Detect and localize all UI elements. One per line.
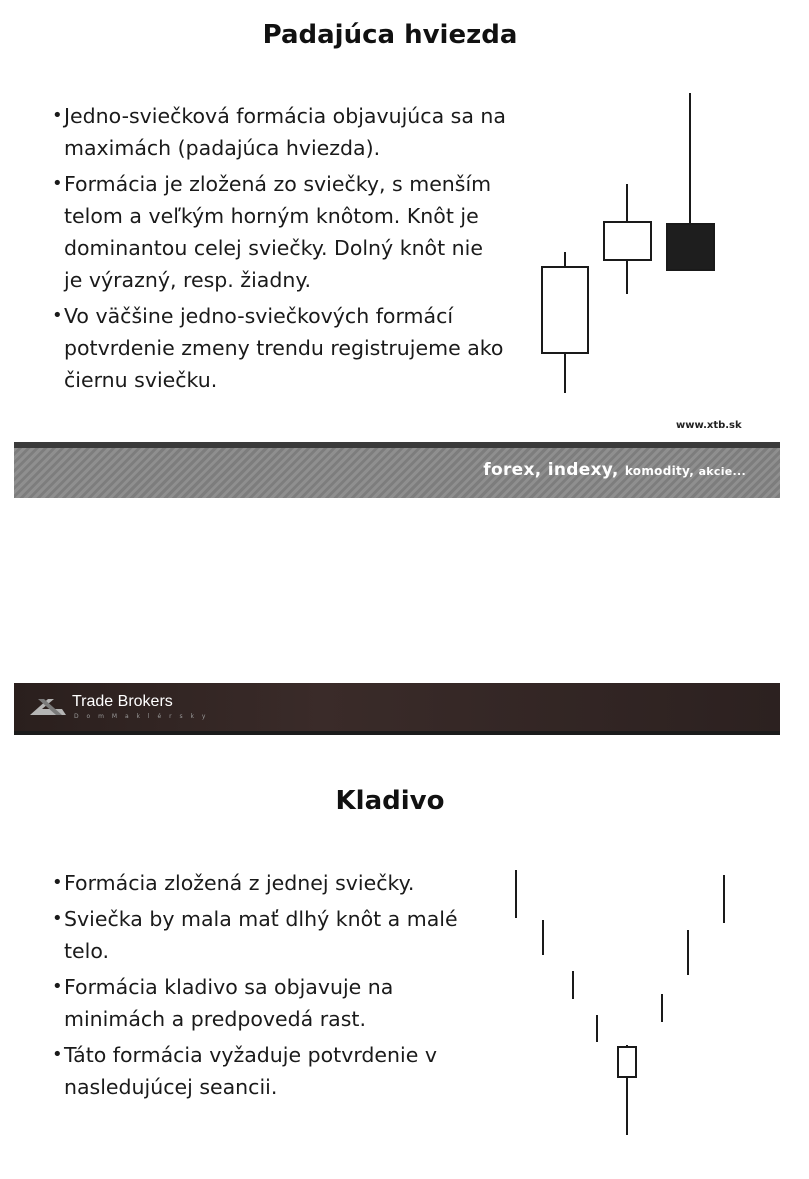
slide2-bullet-2: • Sviečka by mala mať dlhý knôt a malé telo. bbox=[52, 903, 482, 967]
x-logo-icon bbox=[28, 695, 68, 719]
tagline-banner bbox=[14, 442, 780, 498]
slide1-bullet-1: • Jedno-sviečková formácia objavujúca sa na maximách (padajúca hviezda). bbox=[52, 100, 507, 164]
tagline-main: forex, indexy, bbox=[483, 460, 625, 480]
slide2-bullet-1: • Formácia zložená z jednej sviečky. bbox=[52, 867, 482, 899]
candle-3-body-black bbox=[667, 224, 714, 270]
brand-name: Trade Brokers bbox=[72, 693, 173, 710]
slide2-bullet-4: • Táto formácia vyžaduje potvrdenie v nasledujúcej seancii. bbox=[52, 1039, 482, 1103]
tagline-text bbox=[483, 460, 746, 480]
website-url: www.xtb.sk bbox=[676, 420, 742, 431]
brand-subtitle: D o m M a k l é r s k y bbox=[74, 713, 209, 720]
tagline-commodities: komodity, bbox=[624, 464, 699, 478]
hammer-body bbox=[618, 1047, 636, 1077]
slide2-title: Kladivo bbox=[335, 786, 445, 816]
slide1-bullet-3: • Vo väčšine jedno-sviečkových formácí potvrdenie zmeny trendu registrujeme ako čiernu sviečku. bbox=[52, 300, 507, 396]
shooting-star-diagram bbox=[542, 93, 714, 393]
slide2-bullet-list bbox=[52, 867, 482, 1107]
slide1-bullet-2: • Formácia je zložená zo sviečky, s menším telom a veľkým horným knôtom. Knôt je dominantou celej sviečky. Dolný knôt nie je výrazný, resp. žiadny. bbox=[52, 168, 507, 296]
candle-2-body bbox=[604, 222, 651, 260]
slide2-bullet-3: • Formácia kladivo sa objavuje na minimách a predpovedá rast. bbox=[52, 971, 482, 1035]
brand-banner bbox=[14, 683, 780, 735]
candle-1-body bbox=[542, 267, 588, 353]
slide1-title: Padajúca hviezda bbox=[262, 20, 518, 50]
hammer-diagram bbox=[516, 870, 724, 1135]
tagline-stocks: akcie... bbox=[698, 465, 746, 478]
